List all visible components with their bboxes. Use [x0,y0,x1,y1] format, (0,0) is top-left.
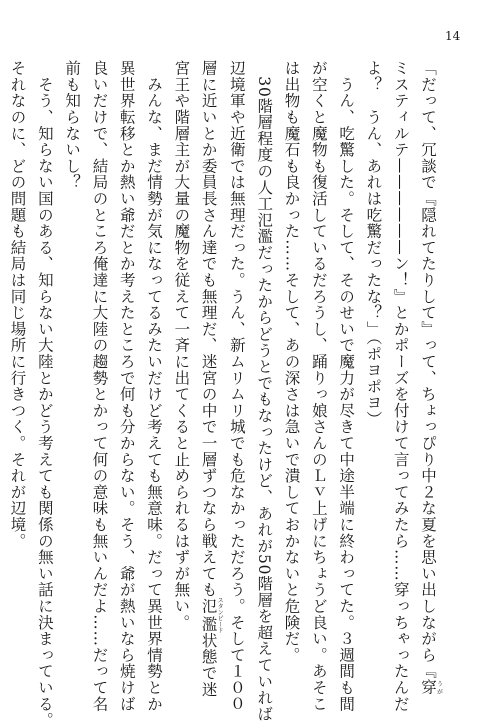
body-text [0,60,443,728]
ruby-annotation: 穿うが [419,679,443,696]
text-line: 前も知らないし？ [63,60,82,191]
text-line: それなのに、どの問題も結局は同じ場所に行きつく。それが辺境。 [8,60,27,549]
text-line: うん、吃驚した。そして、そのせいで魔力が尽きて中途半端に終わってた。３週間も間 [337,60,356,712]
text-line: 辺境軍や近衛では無理だった。うん、新ムリムリ城でも危なかっただろう。そして１００ [227,60,246,712]
text-line: 宮王や階層主が大量の魔物を従えて一斉に出てくると止められるはずが無い。 [172,60,191,631]
text-line: よ？ うん、あれは吃驚だったな？」（ポヨポヨ） [364,60,383,428]
text-line [0,60,3,675]
page-number: 14 [445,29,461,43]
text-line: そう、知らない国のある、知らない大陸とかどう考えても関係の無い話に決まっている。 [35,60,54,728]
text-line: みんな、まだ情勢が気になってるみたいだけど考えても無意味。だって異世界情勢とか [145,60,164,712]
text-line: 層に近いとか委員長さん達でも無理だ、迷宮の中で一層ずつなら戦えても氾濫スタンピード状態で迷 [199,60,224,698]
text-line: 「だって、冗談で『隠れてたりして』って、ちょっぴり中２な夏を思い出しながら『穿うが [419,60,443,696]
ruby-annotation: 氾濫スタンピード [199,597,224,634]
text-line: は出物も魔石も良かった……そして、あの深さは急いで潰しておかないと危険だ。 [282,60,301,664]
text-line: 30階層程度の人工氾濫だったからどうとでもなったけど、あれが50階層を超えていれば [255,60,274,723]
text-line: ミスティルテ——————ン！』とかポーズを付けて言ってみたら……穿っちゃったんだ [391,60,410,712]
text-line: が空くと魔物も復活しているだろうし、踊りっ娘さんのＬｖ上げにちょうど良い。あそこ [309,60,328,712]
text-line: 良いだけで、結局のところ俺達に大陸の趨勢とかって何の意味も無いんだよ……だって名 [90,60,109,712]
text-line: 異世界転移とか熱い爺だとか考えたところで何も分からない。そう、爺が熱いなら焼けば [117,60,136,712]
